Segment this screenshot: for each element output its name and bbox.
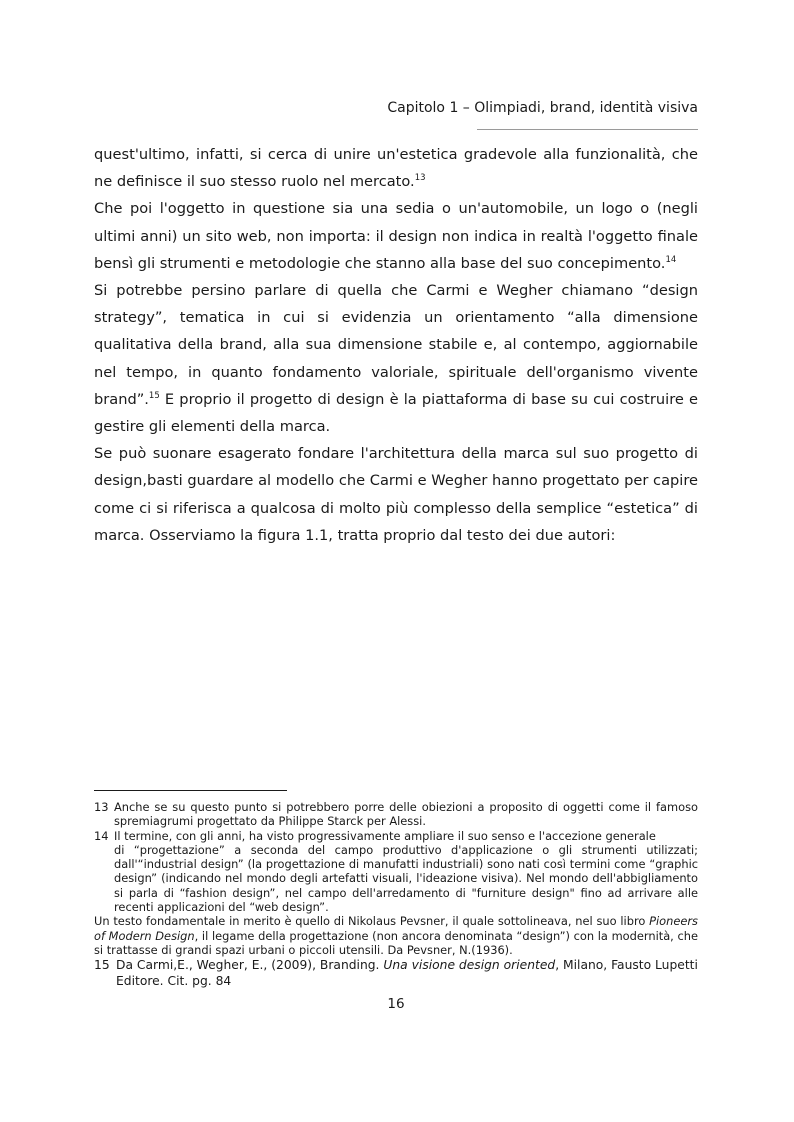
footnote-ref-15[interactable]: 15 — [148, 390, 160, 401]
paragraph-3-text-b: E proprio il progetto di design è la piattaforma di base su cui costruire e gestire gli elementi della marca. — [94, 390, 698, 436]
footnote-ref-14[interactable]: 14 — [665, 254, 677, 265]
footnote-14-text-a: Il termine, con gli anni, ha visto progressivamente ampliare il suo senso e l'accezione generale — [114, 828, 656, 843]
footnote-13-text: Anche se su questo punto si potrebbero porre delle obiezioni a proposito di oggetti come il famoso spremiagrumi progettato da Philippe Starck per Alessi. — [114, 800, 698, 829]
footnote-15-number: 15 — [94, 958, 110, 973]
footnote-14-pevsner-after: , il legame della progettazione (non ancora denominata “design”) con la modernità, che si trattasse di grandi spazi urbani o piccoli utensili. Da Pevsner, N.(1936). — [94, 928, 698, 957]
footnote-14-book-title: Pioneers of Modern Design — [94, 914, 698, 943]
footnote-13 — [94, 800, 698, 829]
footnote-ref-13[interactable]: 13 — [414, 173, 426, 184]
paragraph-1-text: quest'ultimo, infatti, si cerca di unire un'estetica gradevole alla funzionalità, che ne definisce il suo stesso ruolo nel mercato. — [94, 146, 698, 191]
footnote-14 — [94, 829, 698, 843]
footnote-separator — [94, 790, 287, 791]
paragraph-2 — [94, 195, 698, 277]
footnote-15-text-after: , Milano, Fausto Lupetti Editore. Cit. pg. 84 — [116, 958, 698, 988]
header-rule — [477, 129, 698, 130]
paragraph-3-text-a: Si potrebbe persino parlare di quella che Carmi e Wegher chiamano “design strategy”, tematica in cui si evidenzia un orientamento “alla dimensione qualitativa della brand, alla sua dimensione stabile e, al contempo, aggiornabile nel tempo, in quanto fondamento valoriale, spirituale dell'organismo vivente brand”. — [94, 282, 698, 408]
footnote-14-number: 14 — [94, 828, 109, 843]
paragraph-4 — [94, 440, 698, 549]
footnote-15-text-before: Da Carmi,E., Wegher, E., (2009), Branding. — [116, 958, 384, 973]
footnote-13-number: 13 — [94, 800, 109, 814]
paragraph-3 — [94, 277, 698, 440]
paragraph-2-text: Che poi l'oggetto in questione sia una sedia o un'automobile, un logo o (negli ultimi anni) un sito web, non importa: il design non indica in realtà l'oggetto finale bensì gli strumenti e metodologie che stanno alla base del suo concepimento. — [94, 200, 698, 272]
footnotes — [94, 800, 698, 989]
footnote-14-pevsner-before: Un testo fondamentale in merito è quello di Nikolaus Pevsner, il quale sottolineava, nel suo libro — [94, 914, 650, 929]
footnote-15-text — [116, 958, 698, 989]
body-text — [94, 141, 698, 549]
footnote-15 — [94, 958, 698, 989]
paragraph-1 — [94, 141, 698, 195]
paragraph-4-text: Se può suonare esagerato fondare l'architettura della marca sul suo progetto di design,basti guardare al modello che Carmi e Wegher hanno progettato per capire come ci si riferisca a qualcosa di molto più complesso della semplice “estetica” di marca. Osserviamo la figura 1.1, tratta proprio dal testo dei due autori: — [94, 445, 698, 544]
footnote-14-pevsner — [94, 914, 698, 957]
footnote-14-continuation: di “progettazione” a seconda del campo produttivo d'applicazione o gli strumenti utilizzati; dall'“industrial design” (la progettazione di manufatti industriali) sono nati così termini come “graphic design” (indicando nel mondo degli artefatti visuali, l'ideazione visiva). Nel mondo dell'abbigliamento si parla di “fashion design”, nel campo dell'arredamento di "furniture design" fino ad arrivare alle recenti applicazioni del “web design”. — [114, 842, 698, 915]
page-number: 16 — [387, 996, 405, 1012]
running-header: Capitolo 1 – Olimpiadi, brand, identità visiva — [387, 100, 698, 116]
footnote-15-book-title: Una visione design oriented — [383, 958, 556, 973]
